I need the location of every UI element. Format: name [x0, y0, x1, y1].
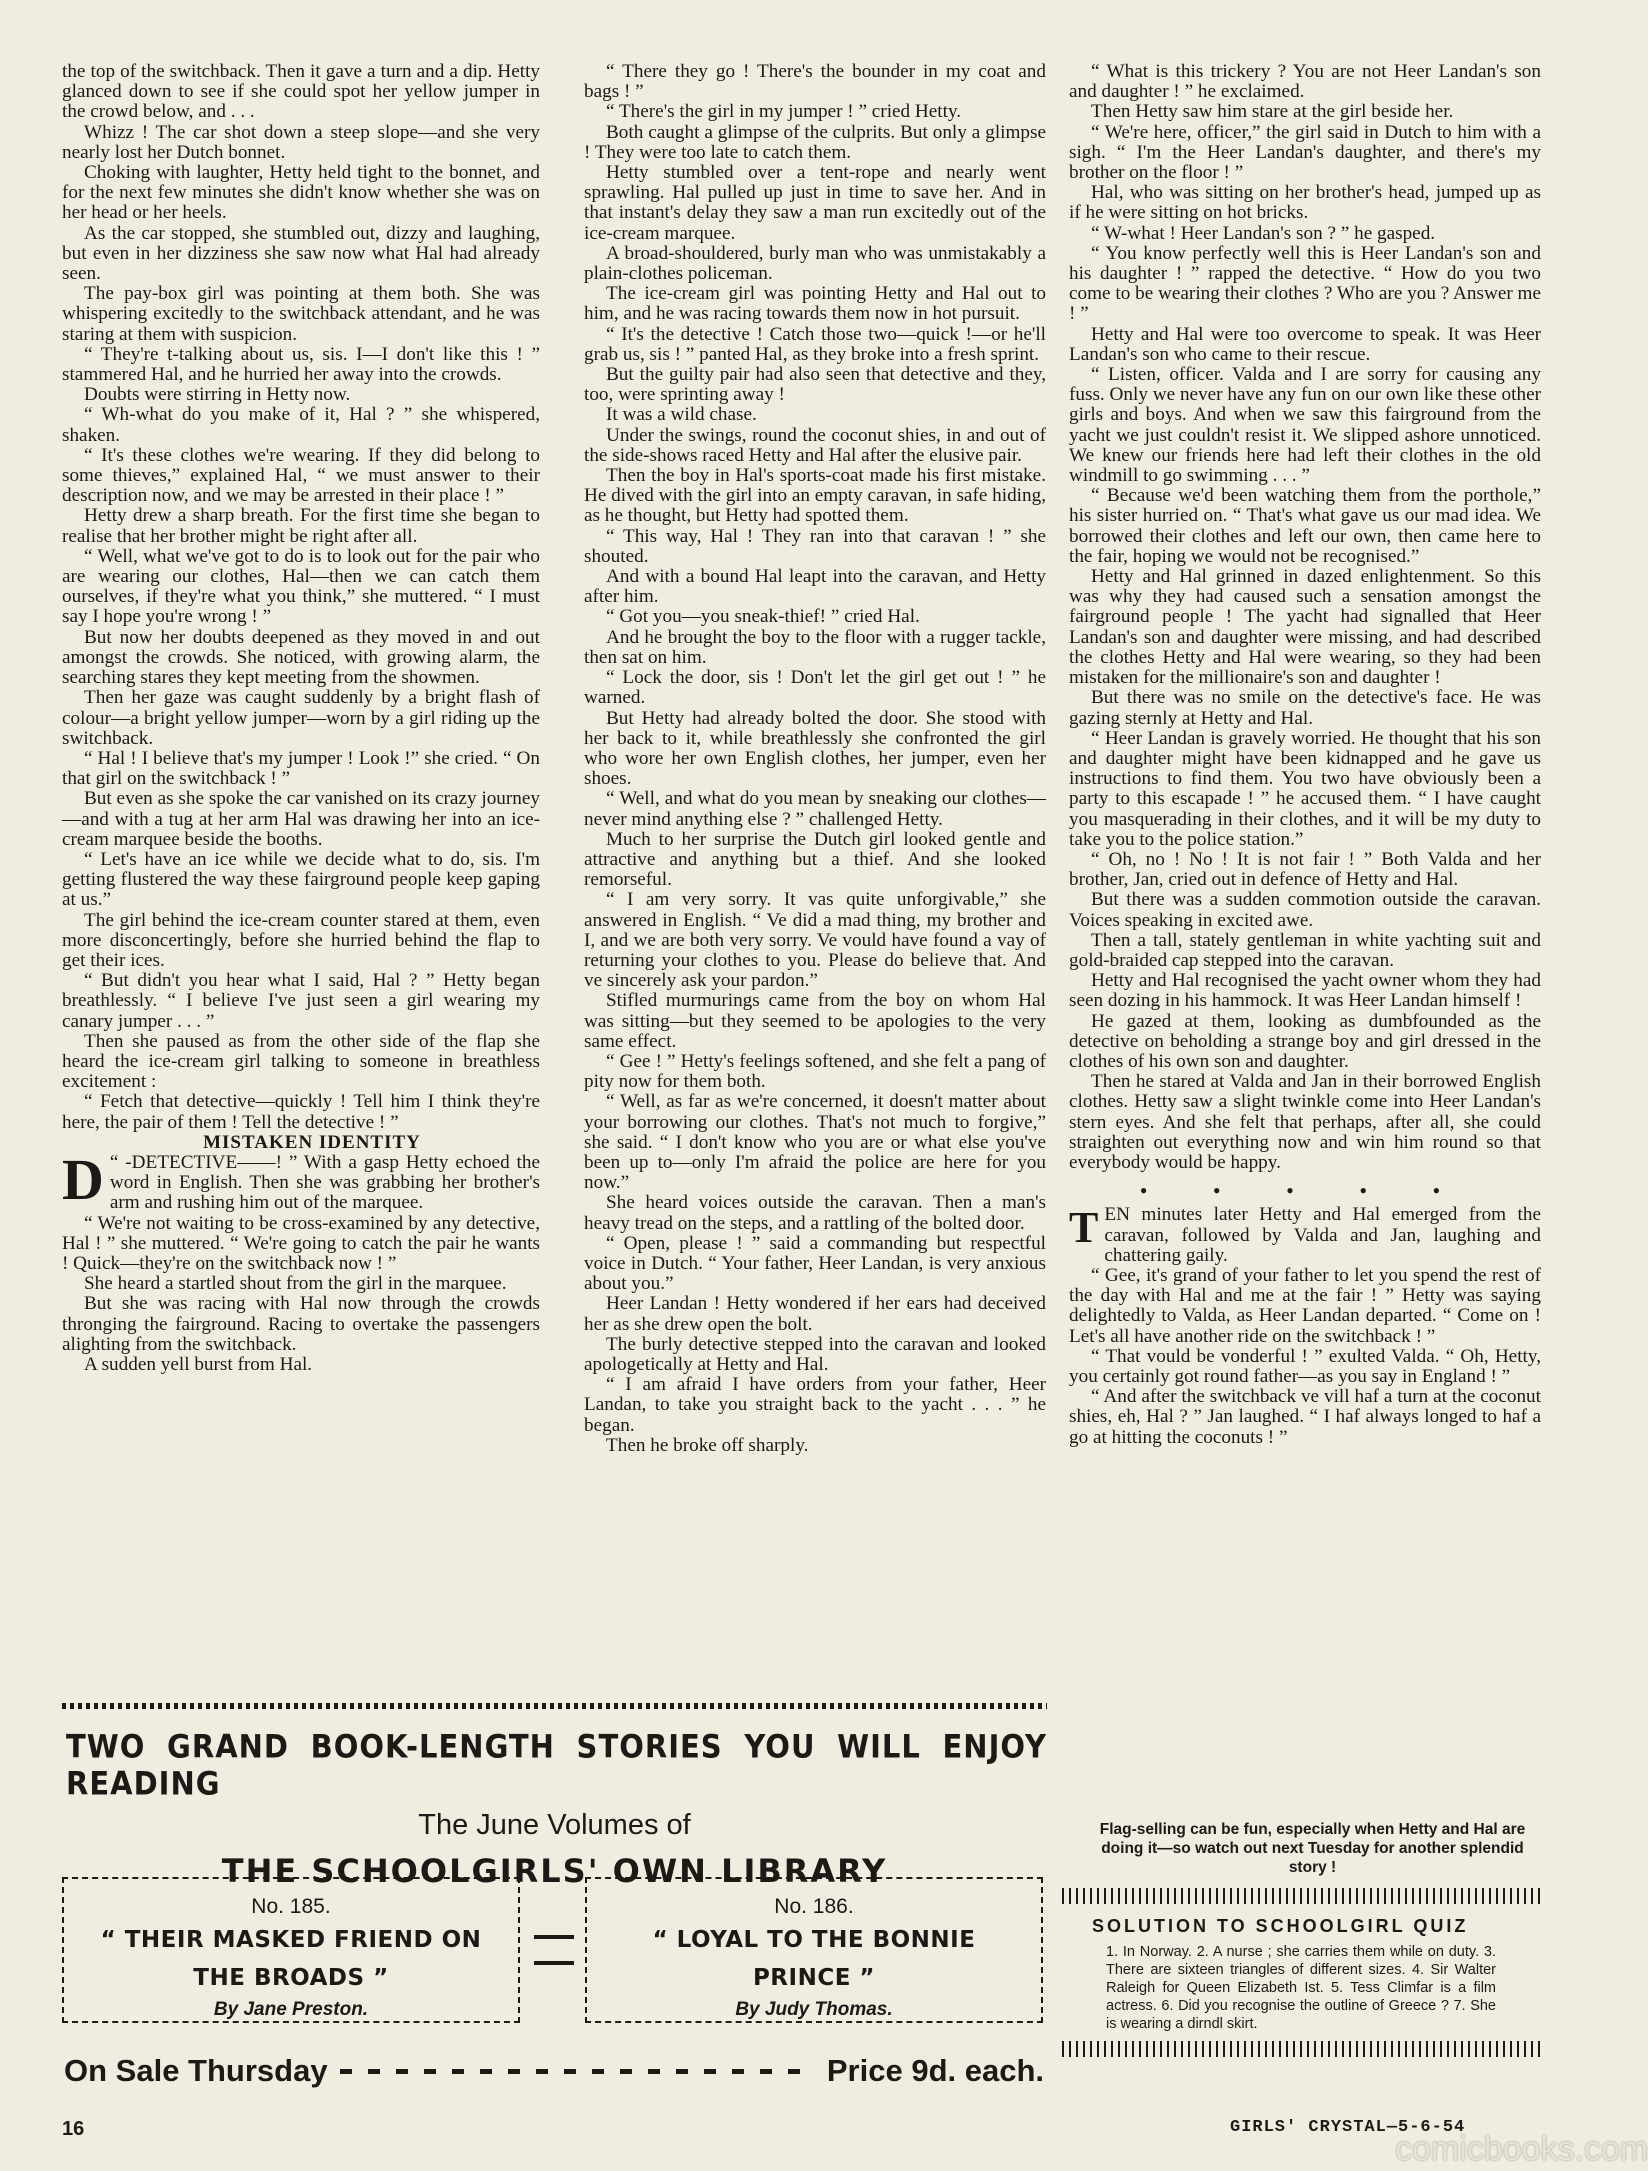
story-paragraph: the top of the switchback. Then it gave a turn and a dip. Hetty glanced down to see if she could spot her yellow jumper in the crowd below, and . . .	[62, 61, 540, 123]
story-paragraph: “ Open, please ! ” said a commanding but respectful voice in Dutch. “ Your father, Heer Landan, is very anxious about you.”	[584, 1232, 1046, 1295]
dash-leader	[340, 2069, 815, 2074]
story-paragraph: A sudden yell burst from Hal.	[84, 1354, 313, 1375]
story-paragraph: He gazed at them, looking as dumbfounded as the detective on beholding a strange boy and girl dressed in the clothes of his own son and daughter.	[1069, 1010, 1541, 1072]
story-paragraph: Then he broke off sharply.	[606, 1434, 809, 1456]
volume-author: By Jane Preston.	[213, 1999, 369, 2020]
story-paragraph: Heer Landan ! Hetty wondered if her ears had deceived her as she drew open the bolt.	[584, 1293, 1046, 1335]
story-paragraph	[62, 1146, 540, 1214]
story-paragraph: “ Gee, it's grand of your father to let you spend the rest of the day with Hal and me at the fair ! ” Hetty was saying delightedly to Valda, as Heer Landan departed. “ Come on ! Let's all have another ride on the switchback ! ”	[1069, 1264, 1541, 1347]
volume-title-line2: THE BROADS ”	[193, 1965, 389, 1991]
story-paragraph: “ What is this trickery ? You are not Heer Landan's son and daughter ! ” he exclaimed.	[1069, 61, 1541, 103]
story-paragraph: “ We're here, officer,” the girl said in Dutch to him with a sigh. “ I'm the Heer Landan's daughter, and there's my brother on the floor ! ”	[1069, 121, 1541, 184]
library-name: THE SCHOOLGIRLS' OWN LIBRARY	[221, 1852, 888, 1890]
story-paragraph: “ This way, Hal ! They ran into that caravan ! ” she shouted.	[584, 525, 1046, 567]
volume-title-line2: PRINCE ”	[752, 1965, 876, 1991]
story-paragraph: It was a wild chase.	[606, 404, 757, 426]
story-paragraph: The ice-cream girl was pointing Hetty and Hal out to him, and he was racing towards them now in hot pursuit.	[584, 283, 1046, 325]
masthead-date: GIRLS' CRYSTAL—5-6-54	[1230, 2118, 1466, 2137]
story-paragraph: But the guilty pair had also seen that detective and they, too, were sprinting away !	[584, 364, 1046, 406]
story-paragraph: But there was a sudden commotion outside the caravan. Voices speaking in excited awe.	[1069, 889, 1541, 931]
story-paragraph: “ There they go ! There's the bounder in my coat and bags ! ”	[584, 61, 1046, 103]
story-paragraph: She heard voices outside the caravan. Then a man's heavy tread on the steps, and a rattling of the bolted door.	[584, 1192, 1046, 1234]
story-paragraph: “ And after the switchback ve vill haf a turn at the coconut shies, eh, Hal ? ” Jan laughed. “ I haf always longed to haf a go at hitting the coconuts ! ”	[1069, 1386, 1541, 1448]
price-text: Price 9d. each.	[826, 2053, 1044, 2088]
equals-sign-icon	[534, 1935, 574, 1965]
story-paragraph: Then a tall, stately gentleman in white yachting suit and gold-braided cap stepped into the caravan.	[1069, 929, 1541, 971]
story-paragraph: “ Well, and what do you mean by sneaking our clothes—never mind anything else ? ” challenged Hetty.	[584, 788, 1046, 830]
story-paragraph: “ I am very sorry. It vas quite unforgivable,” she answered in English. “ Ve did a mad thing, my brother and I, and we are both very sorry. Ve vould have found a vay of returning your clothes to you. Please do believe that. And ve sincerely ask your pardon.”	[584, 889, 1046, 992]
quiz-border-bottom	[1062, 2041, 1540, 2057]
story-paragraph: “ Fetch that detective—quickly ! Tell him I think they're here, the pair of them ! Tell the detective ! ”	[62, 1091, 540, 1133]
story-paragraph: “ That vould be vonderful ! ” exulted Valda. “ Oh, Hetty, you certainly got round father—as you say in England ! ”	[1069, 1345, 1541, 1387]
story-paragraph: “ Lock the door, sis ! Don't let the girl get out ! ” he warned.	[584, 667, 1046, 709]
story-paragraph: “ Got you—you sneak-thief! ” cried Hal.	[606, 606, 920, 628]
on-sale-line	[64, 2053, 1044, 2089]
quiz-title: SOLUTION TO SCHOOLGIRL QUIZ	[1092, 1916, 1469, 1936]
story-paragraph: “ It's the detective ! Catch those two—quick !—or he'll grab us, sis ! ” panted Hal, as they broke into a fresh sprint.	[584, 323, 1046, 365]
story-paragraph: “ Gee ! ” Hetty's feelings softened, and she felt a pang of pity now for them both.	[584, 1050, 1046, 1093]
story-paragraph: Hetty drew a sharp breath. For the first time she began to realise that her brother might be right after all.	[62, 505, 540, 547]
story-paragraph: “ We're not waiting to be cross-examined by any detective, Hal ! ” she muttered. “ We're going to catch the pair he wants ! Quick—they're on the switchback now ! ”	[62, 1212, 540, 1274]
story-paragraph: Then she paused as from the other side of the flap she heard the ice-cream girl talking to someone in breathless excitement :	[62, 1030, 540, 1093]
watermark: comicbooks.com	[1395, 2130, 1648, 2168]
volume-number: No. 186.	[774, 1895, 854, 1918]
volume-185-box	[62, 1877, 520, 2023]
story-paragraph: “ I am afraid I have orders from your father, Heer Landan, to take you straight back to the yacht . . . ” he began.	[584, 1374, 1046, 1436]
quiz-answers: 1. In Norway. 2. A nurse ; she carries them while on duty. 3. There are sixteen triangles of different sizes. 4. Sir Walter Raleigh for Queen Elizabeth Ist. 5. Tess Climfar is a film actress. 6. Did you recognise the outline of Greece ? 7. She is wearing a dirndl skirt.	[1106, 1944, 1496, 2032]
story-paragraph: Whizz ! The car shot down a steep slope—and she very nearly lost her Dutch bonnet.	[62, 121, 540, 163]
story-paragraph: But now her doubts deepened as they moved in and out amongst the crowds. She noticed, with growing alarm, the searching stares they kept meeting from the showmen.	[62, 626, 540, 689]
story-paragraph: “ Well, what we've got to do is to look out for the pair who are wearing our clothes, Hal—then we can catch them ourselves, if they're what you think,” she muttered. “ I must say I hope you're wrong ! ”	[62, 545, 540, 628]
story-paragraph: The pay-box girl was pointing at them both. She was whispering excitedly to the switchback attendant, and he was staring at them with suspicion.	[62, 283, 540, 345]
story-paragraph: The girl behind the ice-cream counter stared at them, even more disconcertingly, before she hurried behind the flap to get their ices.	[62, 909, 540, 971]
paragraph-text: EN minutes later Hetty and Hal emerged from the caravan, followed by Valda and Jan, laughing and chattering gaily.	[1104, 1204, 1541, 1266]
story-paragraph: “ Because we'd been watching them from the porthole,” his sister hurried on. “ That's what gave us our mad idea. We borrowed their clothes and left our own, then came here to the fair, hoping we would not be recognised.”	[1069, 485, 1541, 567]
story-paragraph: But there was no smile on the detective's face. He was gazing sternly at Hetty and Hal.	[1069, 687, 1541, 729]
volume-title-line1: “ LOYAL TO THE BONNIE	[652, 1927, 976, 1953]
story-paragraph: “ Well, as far as we're concerned, it doesn't matter about your borrowing our clothes. That's not much to forgive,” she said. “ I don't know who you are or what else you've been up to—only I'm afraid the police are here for you now.”	[584, 1091, 1046, 1194]
story-paragraph: Under the swings, round the coconut shies, in and out of the side-shows raced Hetty and Hal after the elusive pair.	[584, 424, 1046, 466]
next-week-teaser: Flag-selling can be fun, especially when Hetty and Hal are doing it—so watch out next Tuesday for another splendid story !	[1099, 1821, 1526, 1876]
story-paragraph	[1069, 1205, 1541, 1266]
story-paragraph: Then he stared at Valda and Jan in their borrowed English clothes. Hetty saw a slight twinkle come into Heer Landan's stern eyes. And she felt that perhaps, after all, she could straighten out everything now and win him round so that everybody would be happy.	[1069, 1071, 1541, 1173]
advert-subline: The June Volumes of	[418, 1809, 691, 1841]
paragraph-text: -DETECTIVE——! ” With a gasp Hetty echoed the word in English. Then she was grabbing her brother's arm and rushing him out of the marquee.	[109, 1151, 540, 1214]
story-paragraph: Both caught a glimpse of the culprits. But only a glimpse ! They were too late to catch them.	[584, 121, 1046, 163]
story-paragraph: She heard a startled shout from the girl in the marquee.	[84, 1273, 507, 1295]
story-paragraph: “ There's the girl in my jumper ! ” cried Hetty.	[606, 101, 962, 123]
story-paragraph: Then Hetty saw him stare at the girl beside her.	[1091, 101, 1454, 123]
story-paragraph: And with a bound Hal leapt into the caravan, and Hetty after him.	[584, 566, 1046, 608]
story-paragraph: But she was racing with Hal now through the crowds thronging the fairground. Racing to overtake the passengers alighting from the switchback.	[62, 1293, 540, 1355]
story-paragraph: Much to her surprise the Dutch girl looked gentle and attractive and anything but a thief. And she looked remorseful.	[584, 828, 1046, 891]
story-paragraph: “ But didn't you hear what I said, Hal ? ” Hetty began breathlessly. “ I believe I've just seen a girl wearing my canary jumper . . . ”	[62, 970, 540, 1032]
drop-cap: D	[62, 1146, 104, 1212]
story-paragraph: And he brought the boy to the floor with a rugger tackle, then sat on him.	[584, 626, 1046, 668]
story-paragraph: But Hetty had already bolted the door. She stood with her back to it, while breathlessly she confronted the girl who wore her own English clothes, her jumper, even her shoes.	[584, 707, 1046, 790]
story-paragraph: Then the boy in Hal's sports-coat made his first mistake. He dived with the girl into an empty caravan, in safe hiding, as he thought, but Hetty had spotted them.	[584, 465, 1046, 527]
story-paragraph: Then her gaze was caught suddenly by a bright flash of colour—a bright yellow jumper—worn by a girl riding up the switchback.	[62, 687, 540, 749]
drop-cap: T	[1069, 1203, 1099, 1253]
volume-number: No. 185.	[251, 1895, 331, 1918]
story-paragraph: “ Let's have an ice while we decide what to do, sis. I'm getting flustered the way these fairground people keep gaping at us.”	[62, 848, 540, 911]
story-paragraph: As the car stopped, she stumbled out, dizzy and laughing, but even in her dizziness she saw now what Hal had already seen.	[62, 222, 540, 285]
library-advert	[62, 1703, 1047, 2118]
story-paragraph: “ Heer Landan is gravely worried. He thought that his son and daughter might have been kidnapped and he gave us instructions to find them. You two have obviously been a party to this escapade ! ” he accused them. “ I have caught you masquerading in their clothes, and it will be my duty to take you to the police station.”	[1069, 727, 1541, 850]
story-paragraph: Doubts were stirring in Hetty now.	[84, 384, 351, 406]
story-paragraph: Hal, who was sitting on her brother's head, jumped up as if he were sitting on hot bricks.	[1069, 182, 1541, 224]
volume-title-line1: “ THEIR MASKED FRIEND ON	[100, 1927, 482, 1953]
story-paragraph: Hetty and Hal were too overcome to speak. It was Heer Landan's son who came to their rescue.	[1069, 323, 1541, 365]
story-paragraph: “ They're t-talking about us, sis. I—I don't like this ! ” stammered Hal, and he hurried her away into the crowds.	[62, 343, 540, 386]
story-column-3	[1069, 62, 1541, 1802]
story-paragraph: “ W-what ! Heer Landan's son ? ” he gasped.	[1091, 222, 1436, 244]
volume-186-box	[585, 1877, 1043, 2023]
quiz-solution-box	[1062, 1888, 1540, 2098]
story-paragraph: “ It's these clothes we're wearing. If they did belong to some thieves,” explained Hal, “ we must answer to their description now, and we may be arrested in their place ! ”	[62, 444, 540, 507]
story-paragraph: Hetty and Hal recognised the yacht owner whom they had seen dozing in his hammock. It was Heer Landan himself !	[1069, 970, 1541, 1012]
quiz-border-top	[1062, 1888, 1540, 1904]
story-paragraph: Hetty and Hal grinned in dazed enlightenment. So this was why they had caused such a sensation amongst the fairground people ! The yacht had signalled that Heer Landan's son and daughter were missing, and had described the clothes Hetty and Hal were wearing, so they had been mistaken for the millionaire's son and daughter !	[1069, 566, 1541, 689]
story-paragraph: A broad-shouldered, burly man who was unmistakably a plain-clothes policeman.	[584, 242, 1046, 285]
story-paragraph: The burly detective stepped into the caravan and looked apologetically at Hetty and Hal.	[584, 1333, 1046, 1375]
story-column-1	[62, 62, 540, 1680]
advert-headline: TWO GRAND BOOK-LENGTH STORIES YOU WILL ENJOY READING	[66, 1727, 1047, 1803]
section-break-dots: • • • • •	[1139, 1178, 1471, 1204]
section-subheading: MISTAKEN IDENTITY	[203, 1131, 421, 1153]
opening-quote: “	[109, 1151, 126, 1173]
story-paragraph: “ You know perfectly well this is Heer Landan's son and his daughter ! ” rapped the detective. “ How do you two come to be wearing their clothes ? Who are you ? Answer me ! ”	[1069, 242, 1541, 325]
on-sale-text: On Sale Thursday	[64, 2053, 328, 2088]
story-paragraph: “ Listen, officer. Valda and I are sorry for causing any fuss. Only we never have any fun on our own like these other girls and boys. And when we saw this fairground from the yacht we just couldn't resist it. We slipped ashore unnoticed. We knew our friends here had left their clothes in the old windmill to go swimming . . . ”	[1069, 364, 1541, 487]
story-column-2	[584, 62, 1046, 1680]
story-paragraph: Stifled murmurings came from the boy on whom Hal was sitting—but they seemed to be apologies to the very same effect.	[584, 990, 1046, 1052]
story-paragraph: “ Oh, no ! No ! It is not fair ! ” Both Valda and her brother, Jan, cried out in defence of Hetty and Hal.	[1069, 848, 1541, 891]
story-paragraph: “ Hal ! I believe that's my jumper ! Look !” she cried. “ On that girl on the switchback ! ”	[62, 747, 540, 790]
story-paragraph: Hetty stumbled over a tent-rope and nearly went sprawling. Hal pulled up just in time to save her. And in that instant's delay they saw a man run excitedly out of the ice-cream marquee.	[584, 162, 1046, 244]
story-paragraph: “ Wh-what do you make of it, Hal ? ” she whispered, shaken.	[62, 404, 540, 446]
page-number: 16	[62, 2118, 85, 2140]
advert-dotted-rule	[62, 1703, 1047, 1709]
volume-author: By Judy Thomas.	[735, 1999, 893, 2020]
story-paragraph: Choking with laughter, Hetty held tight to the bonnet, and for the next few minutes she didn't know whether she was on her head or her heels.	[62, 162, 540, 224]
story-paragraph: But even as she spoke the car vanished on its crazy journey—and with a tug at her arm Hal was drawing her into an ice-cream marquee beside the booths.	[62, 788, 540, 850]
